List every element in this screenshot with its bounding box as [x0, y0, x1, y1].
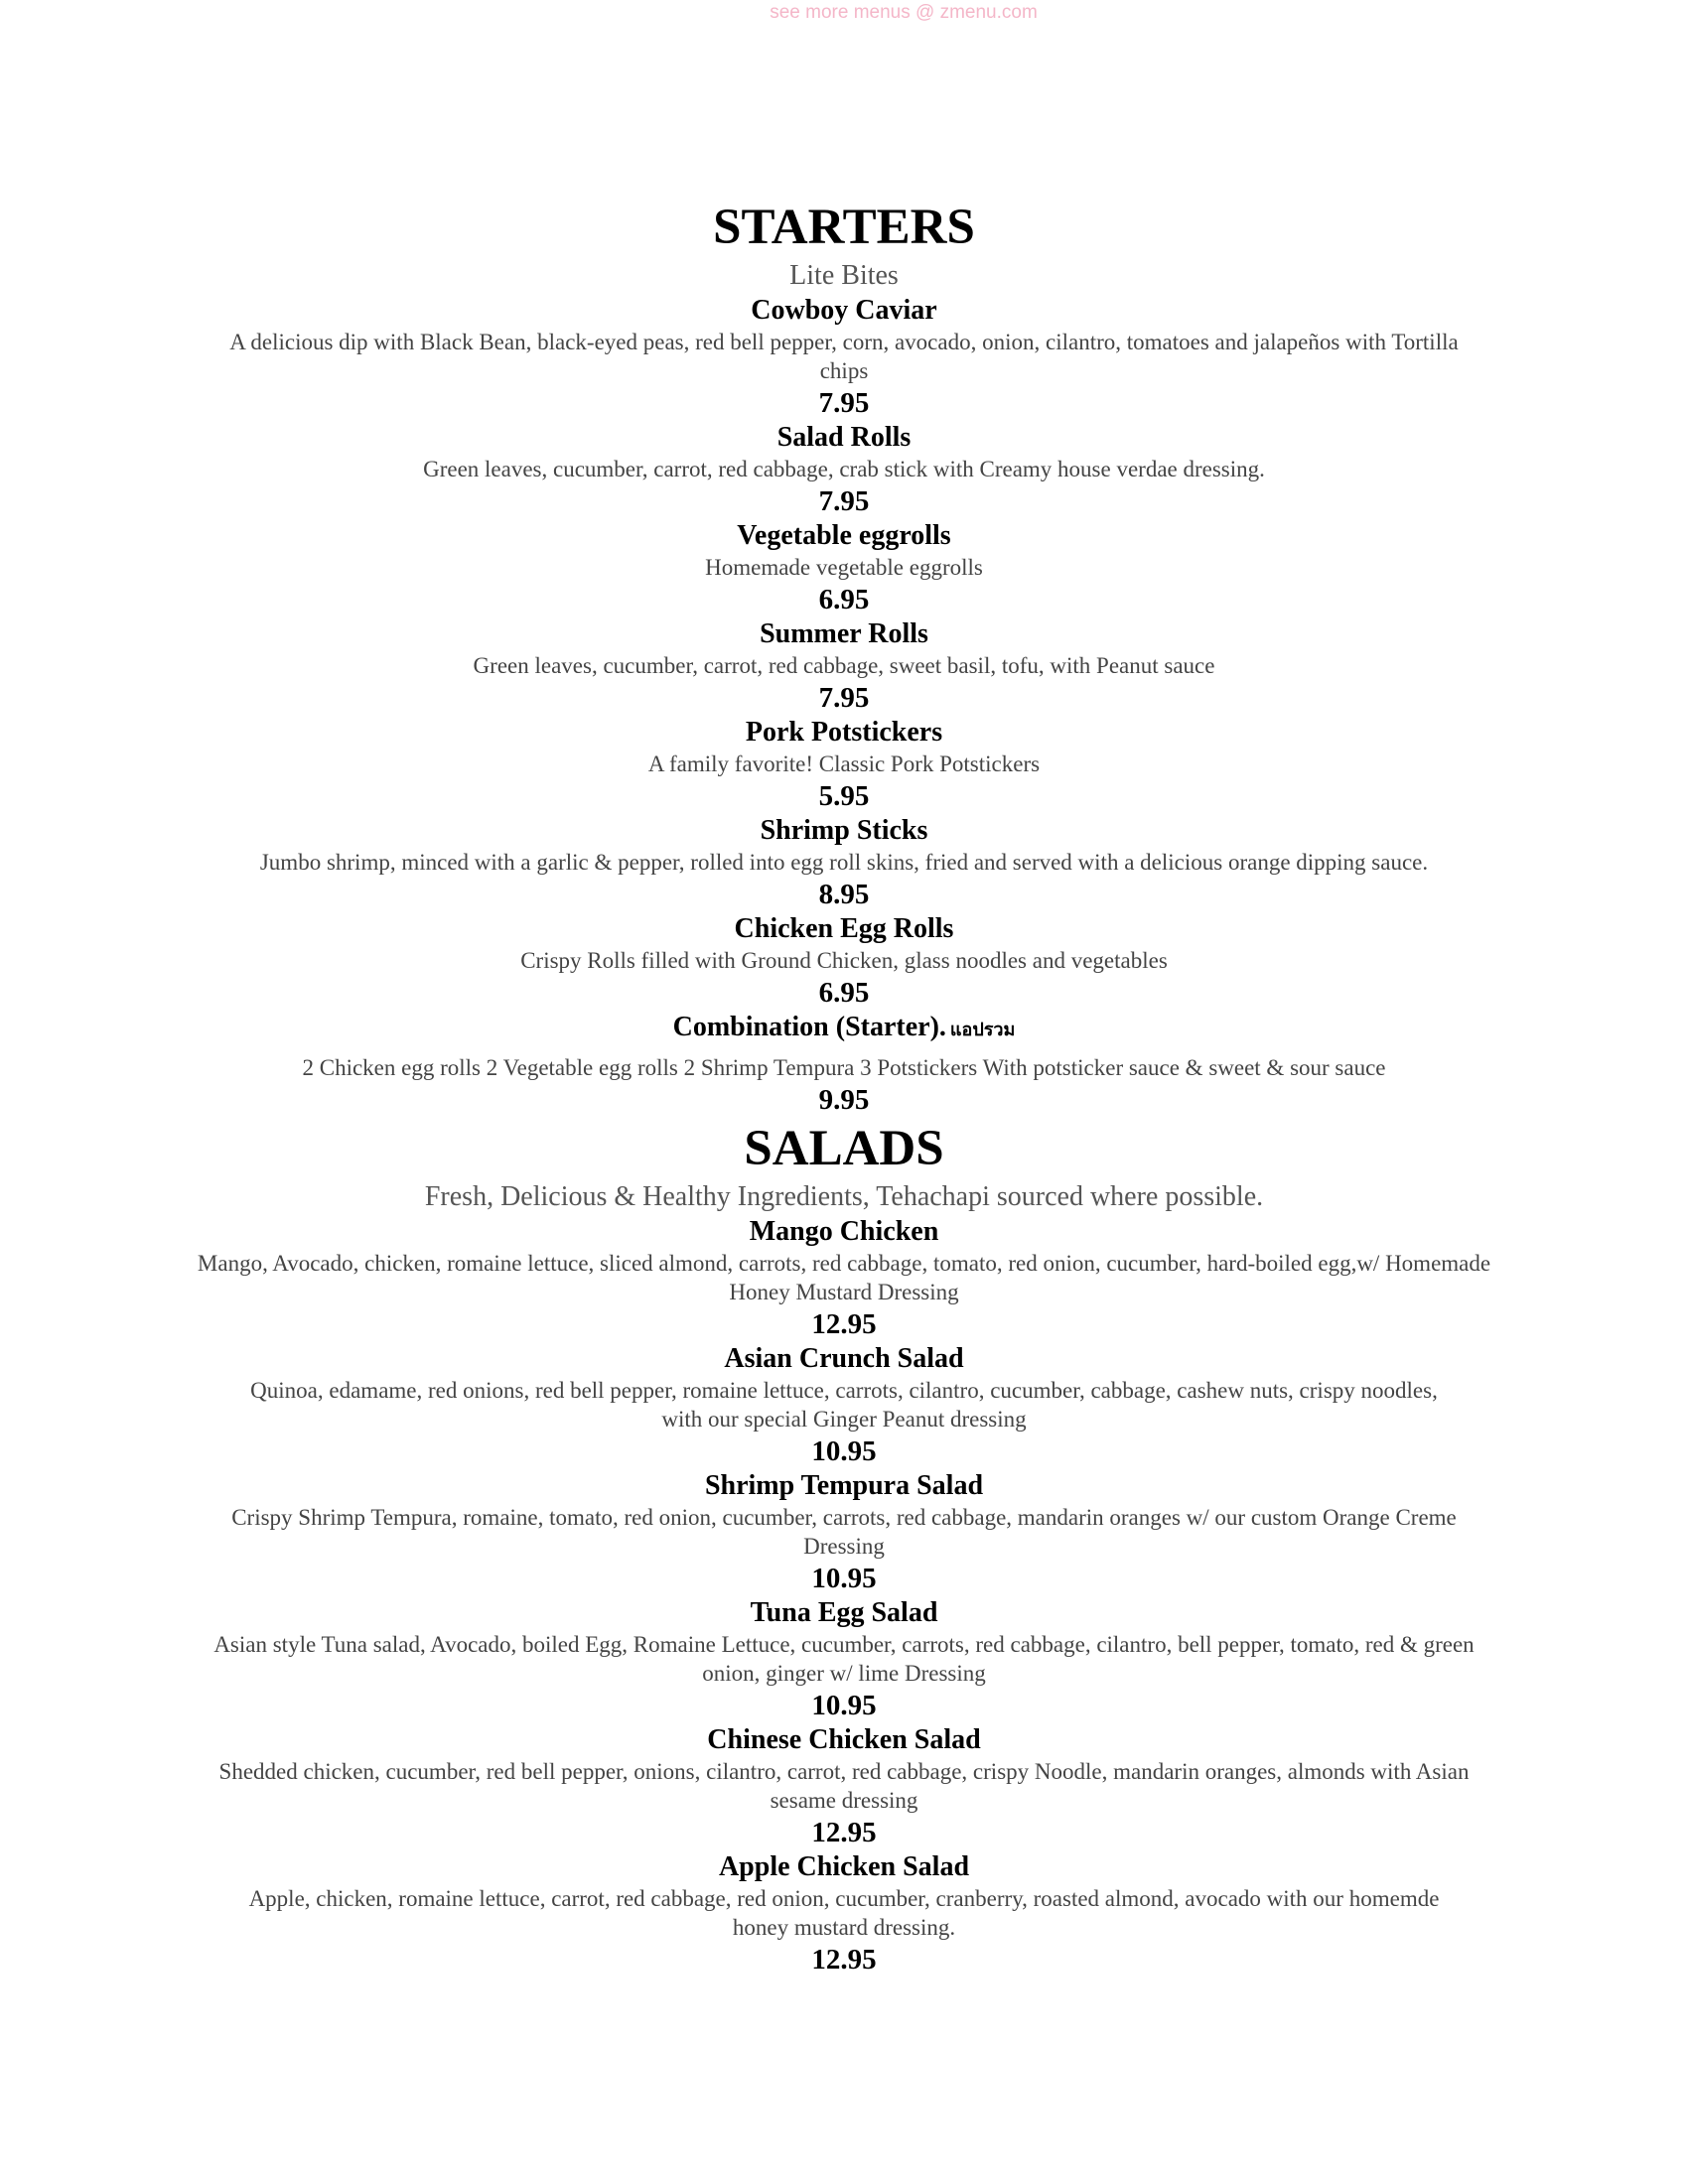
item-price: 7.95 [818, 682, 870, 714]
menu-item [189, 519, 1499, 617]
menu-item [189, 617, 1499, 716]
item-description: 2 Chicken egg rolls 2 Vegetable egg rolls 2 Shrimp Tempura 3 Potstickers With potsticker sauce & sweet & sour sauce [302, 1055, 1386, 1080]
item-name: Tuna Egg Salad [750, 1597, 938, 1628]
menu-item [189, 716, 1499, 814]
item-description: A family favorite! Classic Pork Potstickers [647, 751, 1041, 776]
item-name: Summer Rolls [760, 618, 928, 649]
menu [189, 197, 1499, 1978]
item-description: Mango, Avocado, chicken, romaine lettuce, sliced almond, carrots, red cabbage, tomato, red onion, cucumber, hard-boiled egg,w/ Homemade Honey Mustard Dressing [197, 1251, 1491, 1304]
menu-item [189, 1342, 1499, 1469]
item-price: 6.95 [818, 977, 870, 1009]
item-name: Combination (Starter). [672, 1012, 946, 1042]
item-name: Salad Rolls [776, 422, 912, 453]
item-description: Asian style Tuna salad, Avocado, boiled Egg, Romaine Lettuce, cucumber, carrots, red cabbage, cilantro, bell pepper, tomato, red & green onion, ginger w/ lime Dressing [213, 1632, 1475, 1686]
menu-item [189, 1596, 1499, 1723]
menu-item [189, 294, 1499, 421]
item-price: 5.95 [818, 780, 870, 812]
item-price: 12.95 [811, 1817, 877, 1848]
item-price: 9.95 [818, 1084, 870, 1116]
menu-item [189, 1215, 1499, 1342]
section-title: STARTERS [713, 200, 975, 255]
item-price: 10.95 [811, 1563, 877, 1594]
item-name: Asian Crunch Salad [724, 1343, 964, 1374]
item-price: 7.95 [818, 485, 870, 517]
starters-section [189, 197, 1499, 1118]
item-price: 12.95 [811, 1944, 877, 1976]
item-description: A delicious dip with Black Bean, black-eyed peas, red bell pepper, corn, avocado, onion, cilantro, tomatoes and jalapeños with Tortilla chips [229, 330, 1459, 383]
item-name: Shrimp Tempura Salad [704, 1470, 984, 1501]
item-price: 12.95 [811, 1308, 877, 1340]
menu-item [189, 1011, 1499, 1118]
menu-item [189, 814, 1499, 912]
item-price: 10.95 [811, 1435, 877, 1467]
item-price: 10.95 [811, 1690, 877, 1721]
item-name: Cowboy Caviar [751, 295, 937, 326]
section-subtitle: Lite Bites [789, 260, 899, 291]
watermark: see more menus @ zmenu.com [770, 2, 1038, 23]
menu-item [189, 1469, 1499, 1596]
item-description: Crispy Shrimp Tempura, romaine, tomato, red onion, cucumber, carrots, red cabbage, mandarin oranges w/ our custom Orange Creme Dressing [231, 1505, 1457, 1559]
item-description: Homemade vegetable eggrolls [705, 555, 983, 580]
section-subtitle: Fresh, Delicious & Healthy Ingredients, Tehachapi sourced where possible. [424, 1181, 1264, 1212]
item-name: Chicken Egg Rolls [734, 913, 954, 944]
item-description: Quinoa, edamame, red onions, red bell pepper, romaine lettuce, carrots, cilantro, cucumber, cabbage, cashew nuts, crispy noodles, with our special Ginger Peanut dressing [250, 1378, 1438, 1432]
item-price: 6.95 [818, 584, 870, 615]
section-title: SALADS [744, 1121, 944, 1176]
item-price: 8.95 [818, 879, 870, 910]
item-name: Chinese Chicken Salad [707, 1724, 981, 1755]
item-name-row [189, 1011, 1499, 1047]
menu-item [189, 912, 1499, 1011]
item-description: Jumbo shrimp, minced with a garlic & pepper, rolled into egg roll skins, fried and served with a delicious orange dipping sauce. [259, 850, 1429, 875]
item-name: Shrimp Sticks [760, 815, 928, 846]
item-name-thai: แอปรวม [949, 1020, 1016, 1040]
item-name: Mango Chicken [749, 1216, 939, 1247]
item-description: Shedded chicken, cucumber, red bell pepper, onions, cilantro, carrot, red cabbage, crispy Noodle, mandarin oranges, almonds with Asian sesame dressing [218, 1759, 1470, 1813]
item-description: Crispy Rolls filled with Ground Chicken, glass noodles and vegetables [520, 948, 1168, 973]
item-description: Green leaves, cucumber, carrot, red cabbage, sweet basil, tofu, with Peanut sauce [473, 653, 1215, 678]
item-description: Apple, chicken, romaine lettuce, carrot, red cabbage, red onion, cucumber, cranberry, roasted almond, avocado with our homemde honey mustard dressing. [248, 1886, 1440, 1940]
item-price: 7.95 [818, 387, 870, 419]
item-name: Apple Chicken Salad [718, 1851, 970, 1882]
item-description: Green leaves, cucumber, carrot, red cabbage, crab stick with Creamy house verdae dressing. [423, 457, 1265, 481]
menu-item [189, 1850, 1499, 1978]
salads-section [189, 1118, 1499, 1978]
item-name: Vegetable eggrolls [737, 520, 951, 551]
menu-item [189, 421, 1499, 519]
menu-item [189, 1723, 1499, 1850]
item-name: Pork Potstickers [745, 717, 943, 748]
